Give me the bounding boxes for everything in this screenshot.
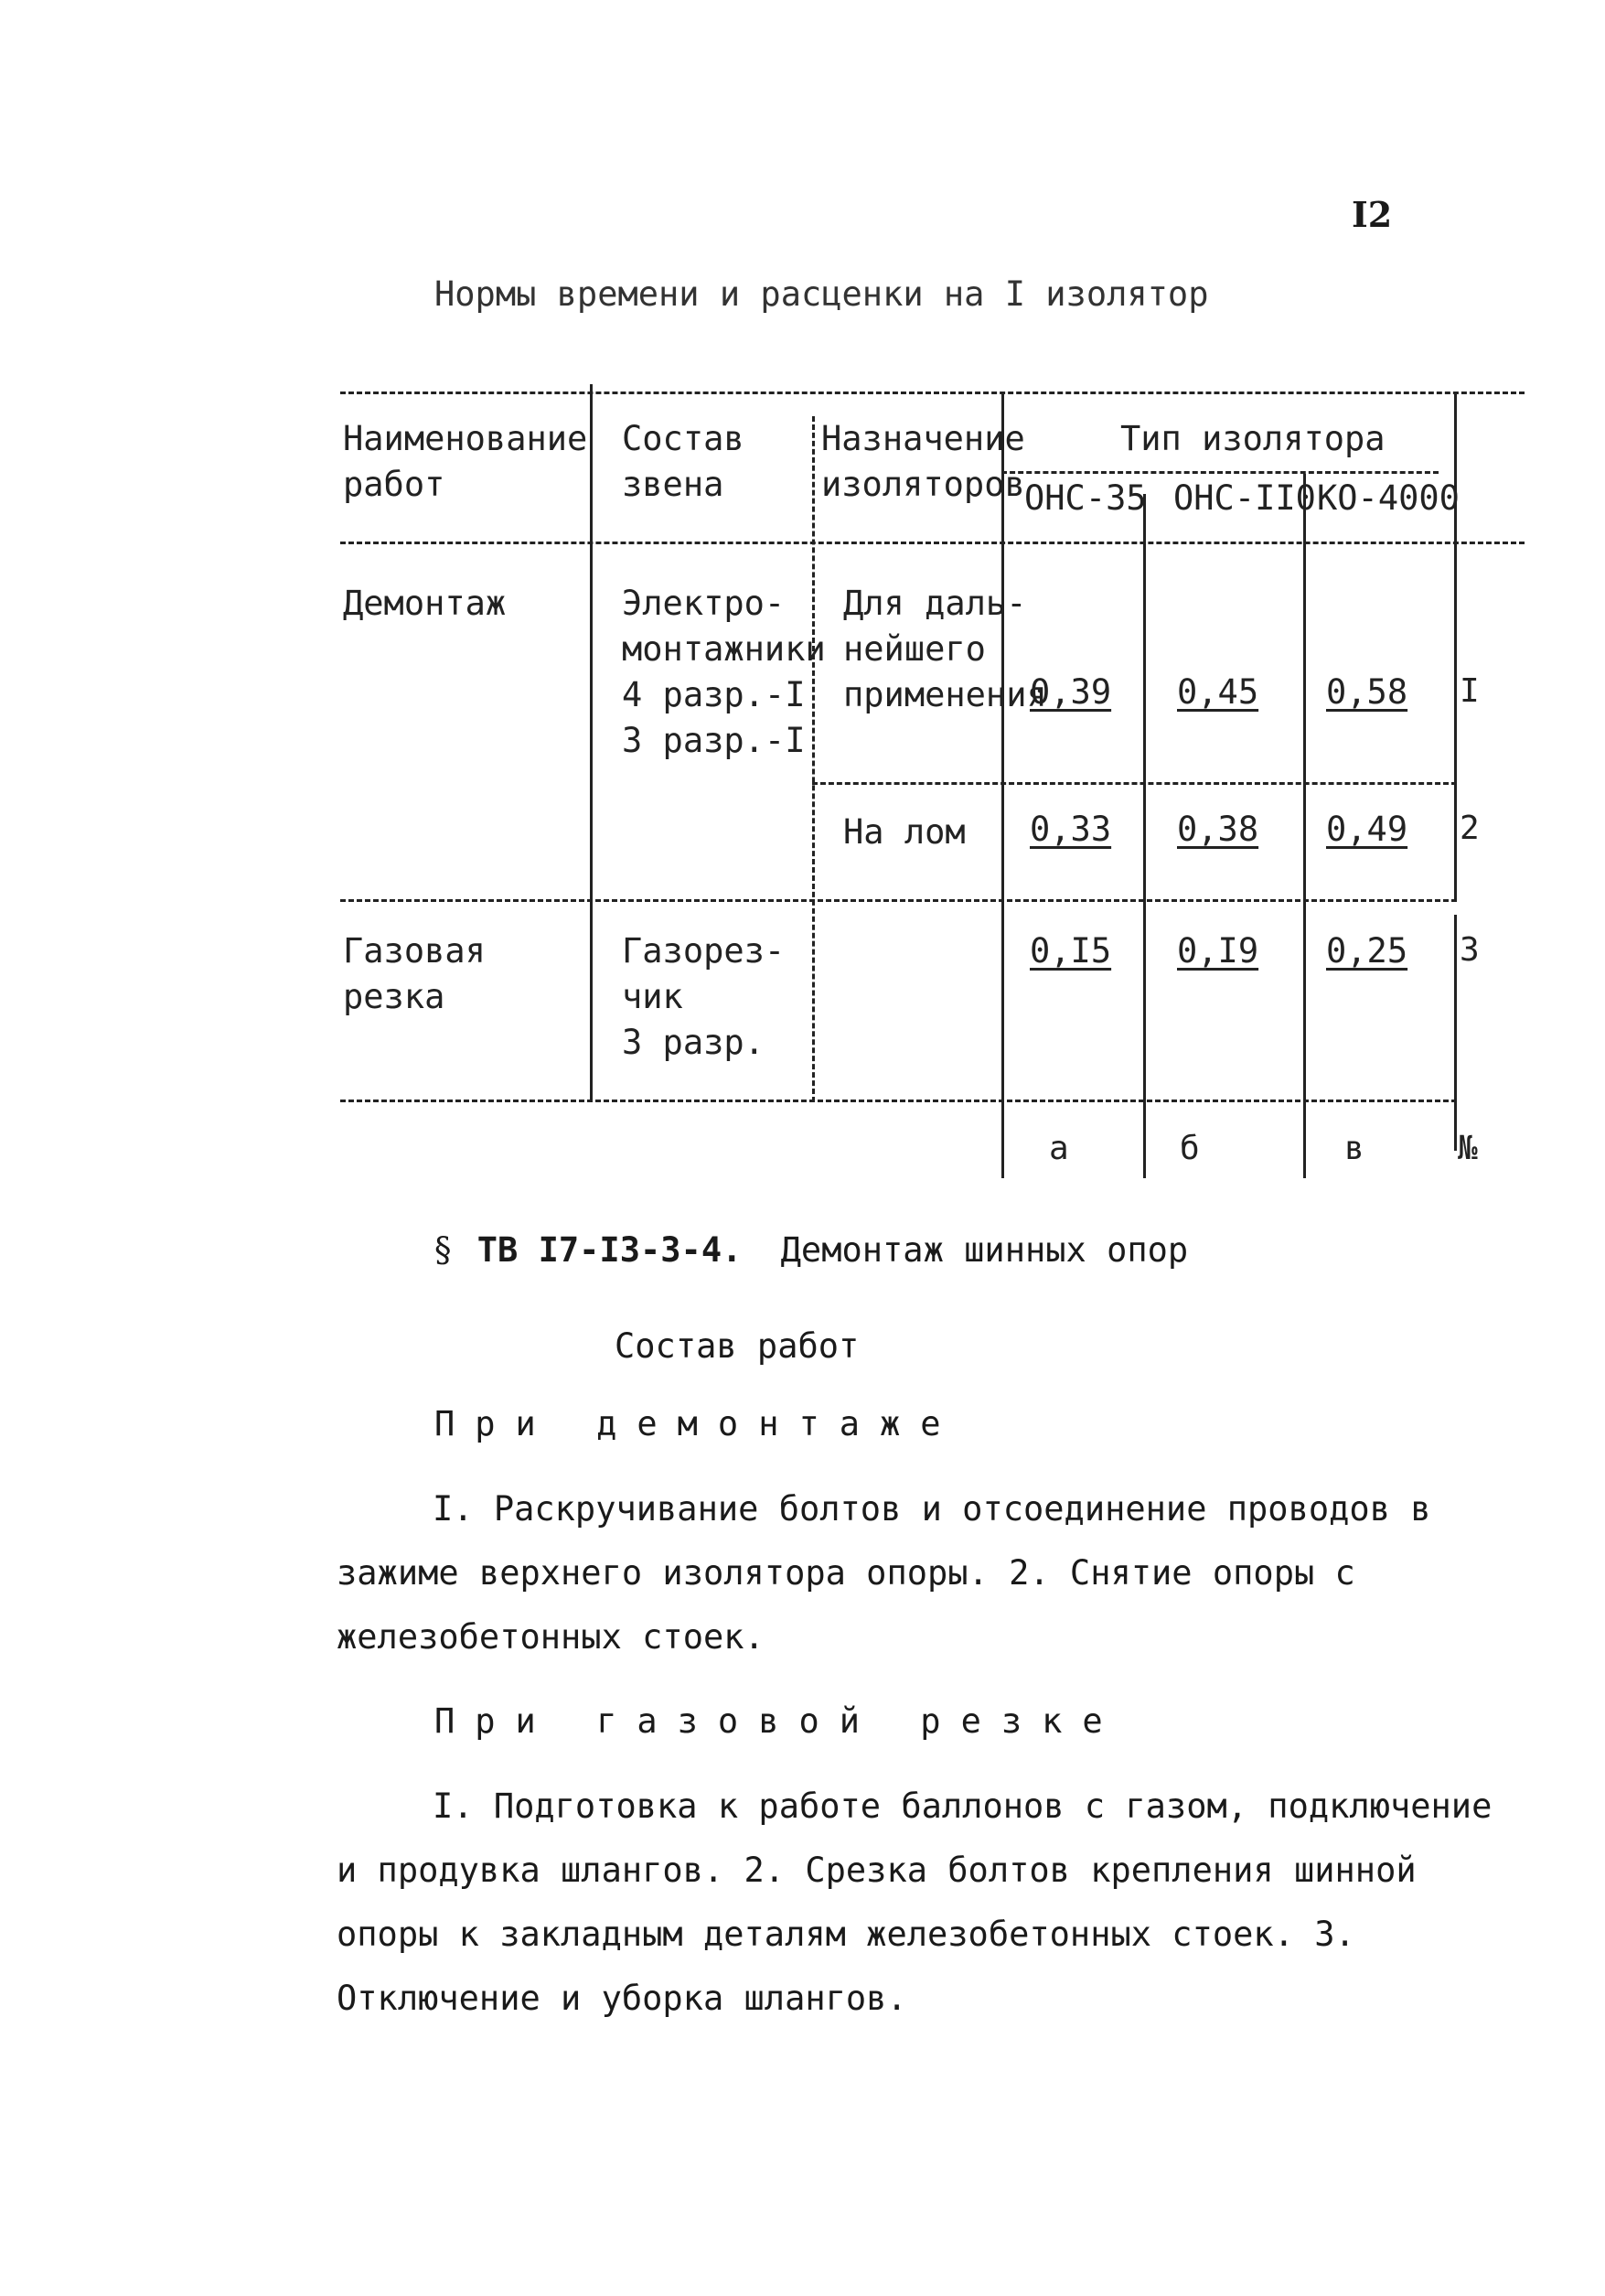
row2-number: 2 [1460,810,1480,847]
col-divider-6 [1454,392,1457,899]
row3-number: 3 [1460,931,1480,969]
row1-number: I [1460,672,1480,710]
row1-value-a: 0,39 [1030,672,1112,712]
row3-work: Газовая резка [343,931,486,1016]
row1-value-b: 0,45 [1177,672,1259,712]
row1-separator [812,782,1457,785]
section-heading [434,1230,1188,1270]
gas-cutting-heading: При газовой резке [434,1701,1123,1741]
column-key-b: б [1180,1130,1200,1167]
col-divider-1 [590,384,593,1102]
dismantling-text: I. Раскручивание болтов и отсоединение проводов в зажиме верхнего изолятора опоры. 2. Снятие опоры с железобетонных стоек. [337,1489,1431,1657]
row2-purpose: На лом [843,812,966,852]
header-bottom-rule [340,542,1525,544]
row2-value-b: 0,38 [1177,810,1259,849]
header-type-ons35: ОНС-35 [1024,478,1147,518]
gas-cutting-text: I. Подготовка к работе баллонов с газом, подключение и продувка шлангов. 2. Срезка болтов крепления шинной опоры к закладным деталям железобетонных стоек. 3. Отключение и уборка шлангов. [337,1786,1493,2018]
section-code: ТВ I7-I3-3-4. [476,1230,743,1270]
col-divider-3 [1001,392,1004,1178]
column-key-number: № [1458,1130,1478,1167]
row1-crew: Электро- монтажники 4 разр.-I 3 разр.-I [622,584,826,760]
header-work-name: Наименование работ [343,419,588,504]
row3-value-c: 0,25 [1326,931,1408,971]
row2-value-c: 0,49 [1326,810,1408,849]
header-insulator-type: Тип изолятора [1120,419,1386,458]
table-bottom-rule [340,1100,1457,1102]
row3-crew: Газорез- чик 3 разр. [622,931,786,1062]
row3-value-a: 0,I5 [1030,931,1112,971]
column-key-c: в [1344,1130,1364,1167]
row2-value-a: 0,33 [1030,810,1112,849]
col-divider-6-lower [1454,915,1457,1151]
row3-value-b: 0,I9 [1177,931,1259,971]
header-crew: Состав звена [622,419,744,504]
header-type-ons110: ОНС-II0 [1173,478,1316,518]
page-number: I2 [1352,194,1393,235]
header-purpose: Назначение изоляторов [821,419,1025,504]
col-divider-4 [1143,494,1146,1178]
col-divider-5 [1303,474,1306,1178]
row1-work: Демонтаж [343,584,507,623]
section-title: Демонтаж шинных опор [780,1230,1189,1270]
header-type-ko4000: КО-4000 [1317,478,1460,518]
composition-heading: Состав работ [615,1326,860,1366]
row1-value-c: 0,58 [1326,672,1408,712]
table-top-rule [340,392,1525,394]
paragraph-sign: § [434,1230,452,1270]
row2-separator [340,899,1457,902]
dismantling-heading: При демонтаже [434,1404,961,1443]
types-subheader-rule [1001,471,1439,474]
column-key-a: а [1049,1130,1069,1167]
table-title: Нормы времени и расценки на I изолятор [434,274,1209,314]
row1-purpose: Для даль- нейшего применения [843,584,1047,714]
